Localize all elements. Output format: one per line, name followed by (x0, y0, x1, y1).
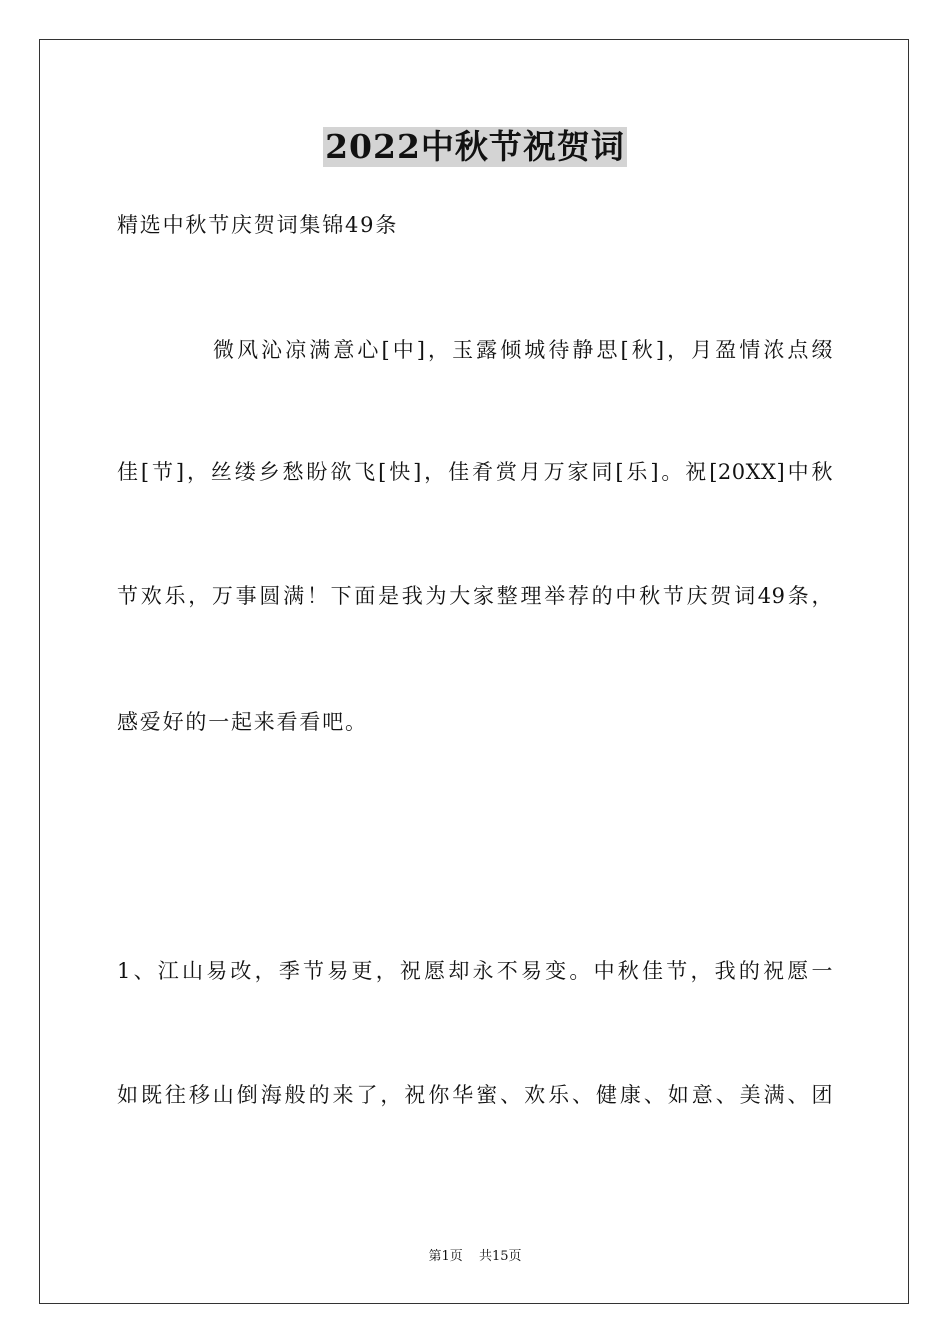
page-number-current: 第1页 (428, 1249, 463, 1264)
paragraph-line: 感爱好的一起来看看吧。 (117, 710, 368, 734)
list-item-line: 如既往移山倒海般的来了，祝你华蜜、欢乐、健康、如意、美满、团 (117, 1083, 833, 1107)
paragraph-line: 微风沁凉满意心[中]，玉露倾城待静思[秋]，月盈情浓点缀 (213, 338, 833, 362)
page-footer (0, 1248, 950, 1266)
title-container (0, 127, 950, 167)
paragraph-line: 佳[节]，丝缕乡愁盼欲飞[快]，佳肴赏月万家同[乐]。祝[20XX]中秋 (117, 460, 833, 484)
document-subtitle: 精选中秋节庆贺词集锦49条 (117, 213, 399, 237)
document-title: 2022中秋节祝贺词 (325, 127, 625, 166)
page-number-total: 共15页 (478, 1249, 522, 1264)
paragraph-line: 节欢乐，万事圆满！下面是我为大家整理举荐的中秋节庆贺词49条， (117, 584, 833, 608)
list-item-line: 1、江山易改，季节易更，祝愿却永不易变。中秋佳节，我的祝愿一 (117, 959, 833, 983)
